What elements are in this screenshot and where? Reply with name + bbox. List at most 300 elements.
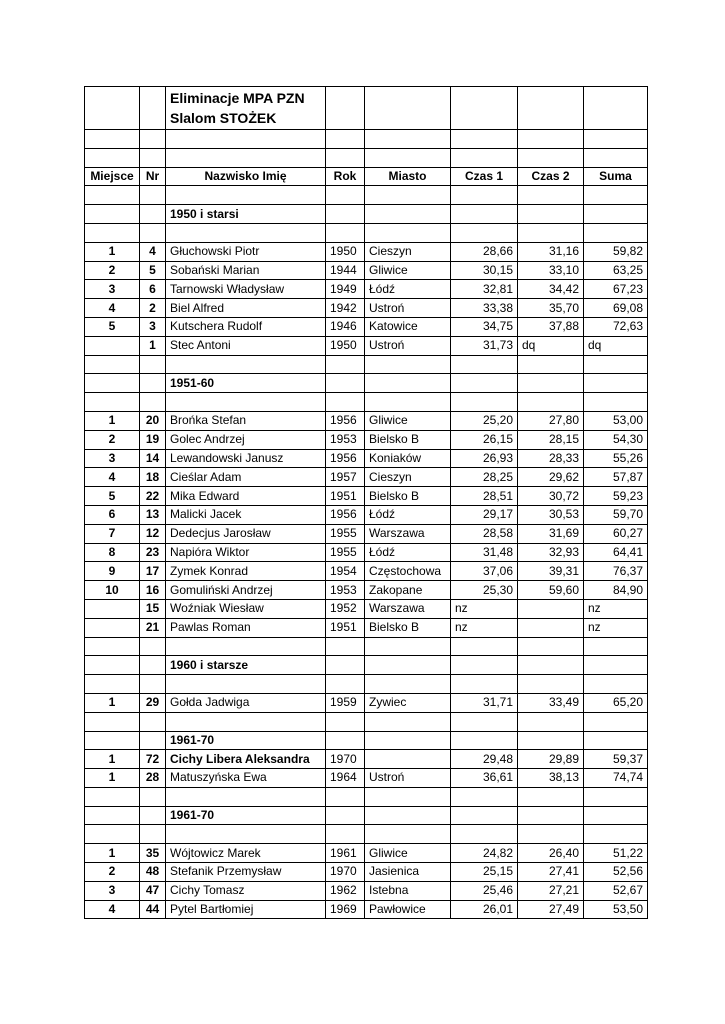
cell-nazwisko: Sobański Marian bbox=[166, 261, 326, 280]
cell-suma: 59,23 bbox=[584, 487, 648, 506]
table-row bbox=[85, 524, 648, 543]
cell-czas1: 32,81 bbox=[451, 280, 518, 299]
empty-cell bbox=[451, 87, 518, 130]
cell-miasto: Bielsko B bbox=[365, 430, 451, 449]
cell-nazwisko: Kutschera Rudolf bbox=[166, 317, 326, 336]
cell-czas2: 26,40 bbox=[518, 844, 584, 863]
cell-miejsce: 1 bbox=[85, 844, 140, 863]
empty-cell bbox=[365, 87, 451, 130]
cell-miasto: Łódź bbox=[365, 543, 451, 562]
cell-nazwisko: Dedecjus Jarosław bbox=[166, 524, 326, 543]
cell-nr: 6 bbox=[140, 280, 166, 299]
cell-nr: 3 bbox=[140, 317, 166, 336]
cell-miasto: Istebna bbox=[365, 881, 451, 900]
cell-miejsce bbox=[85, 336, 140, 355]
empty-cell bbox=[140, 656, 166, 675]
cell-nazwisko: Wójtowicz Marek bbox=[166, 844, 326, 863]
cell-miasto: Gliwice bbox=[365, 411, 451, 430]
cell-czas2: 27,21 bbox=[518, 881, 584, 900]
table-row bbox=[85, 750, 648, 769]
empty-cell bbox=[166, 223, 326, 242]
empty-cell bbox=[365, 712, 451, 731]
cell-czas1: 25,15 bbox=[451, 863, 518, 882]
empty-cell bbox=[518, 355, 584, 374]
empty-cell bbox=[584, 675, 648, 694]
cell-nr: 47 bbox=[140, 881, 166, 900]
cell-nazwisko: Brońka Stefan bbox=[166, 411, 326, 430]
empty-cell bbox=[451, 637, 518, 656]
empty-cell bbox=[584, 374, 648, 393]
header-czas1: Czas 1 bbox=[451, 167, 518, 186]
cell-suma: 55,26 bbox=[584, 449, 648, 468]
empty-cell bbox=[140, 712, 166, 731]
cell-czas1: 26,15 bbox=[451, 430, 518, 449]
empty-cell bbox=[140, 374, 166, 393]
category-row bbox=[85, 806, 648, 825]
cell-czas2: 31,69 bbox=[518, 524, 584, 543]
cell-miejsce: 2 bbox=[85, 430, 140, 449]
cell-miejsce: 6 bbox=[85, 505, 140, 524]
empty-cell bbox=[85, 806, 140, 825]
cell-miejsce: 4 bbox=[85, 900, 140, 919]
cell-suma: 67,23 bbox=[584, 280, 648, 299]
title-line-2: Slalom STOŻEK bbox=[170, 110, 277, 126]
cell-czas2: 30,53 bbox=[518, 505, 584, 524]
cell-rok: 1964 bbox=[326, 769, 365, 788]
empty-cell bbox=[140, 186, 166, 205]
empty-cell bbox=[140, 675, 166, 694]
cell-nazwisko: Głuchowski Piotr bbox=[166, 242, 326, 261]
table-row bbox=[85, 299, 648, 318]
cell-miasto: Koniaków bbox=[365, 449, 451, 468]
cell-czas1: 24,82 bbox=[451, 844, 518, 863]
cell-czas2: 28,33 bbox=[518, 449, 584, 468]
cell-czas2: 27,80 bbox=[518, 411, 584, 430]
cell-nr: 14 bbox=[140, 449, 166, 468]
empty-cell bbox=[365, 205, 451, 224]
cell-suma: nz bbox=[584, 599, 648, 618]
cell-rok: 1946 bbox=[326, 317, 365, 336]
results-sheet bbox=[84, 86, 648, 919]
header-miasto: Miasto bbox=[365, 167, 451, 186]
cell-nazwisko: Malicki Jacek bbox=[166, 505, 326, 524]
cell-rok: 1962 bbox=[326, 881, 365, 900]
cell-miasto: Zywiec bbox=[365, 693, 451, 712]
empty-cell bbox=[584, 393, 648, 412]
empty-cell bbox=[584, 355, 648, 374]
cell-nazwisko: Biel Alfred bbox=[166, 299, 326, 318]
empty-cell bbox=[518, 205, 584, 224]
cell-czas1: 33,38 bbox=[451, 299, 518, 318]
empty-cell bbox=[140, 825, 166, 844]
cell-czas1: 34,75 bbox=[451, 317, 518, 336]
cell-czas2: 27,41 bbox=[518, 863, 584, 882]
category-label: 1961-70 bbox=[166, 806, 326, 825]
cell-miejsce: 2 bbox=[85, 261, 140, 280]
table-row bbox=[85, 881, 648, 900]
category-label: 1951-60 bbox=[166, 374, 326, 393]
cell-rok: 1970 bbox=[326, 750, 365, 769]
cell-nr: 44 bbox=[140, 900, 166, 919]
category-row bbox=[85, 731, 648, 750]
cell-nr: 35 bbox=[140, 844, 166, 863]
cell-nazwisko: Gołda Jadwiga bbox=[166, 693, 326, 712]
cell-czas2 bbox=[518, 599, 584, 618]
cell-nazwisko: Gomuliński Andrzej bbox=[166, 581, 326, 600]
cell-suma: 59,37 bbox=[584, 750, 648, 769]
cell-miejsce: 3 bbox=[85, 449, 140, 468]
cell-nr: 12 bbox=[140, 524, 166, 543]
cell-nr: 72 bbox=[140, 750, 166, 769]
empty-cell bbox=[326, 186, 365, 205]
table-row bbox=[85, 411, 648, 430]
empty-cell bbox=[140, 355, 166, 374]
spacer-row bbox=[85, 787, 648, 806]
cell-suma: 52,56 bbox=[584, 863, 648, 882]
cell-nazwisko: Matuszyńska Ewa bbox=[166, 769, 326, 788]
cell-miejsce: 1 bbox=[85, 242, 140, 261]
cell-czas2: 31,16 bbox=[518, 242, 584, 261]
empty-cell bbox=[584, 806, 648, 825]
cell-czas1: 28,51 bbox=[451, 487, 518, 506]
empty-cell bbox=[584, 656, 648, 675]
cell-rok: 1950 bbox=[326, 336, 365, 355]
cell-miejsce: 1 bbox=[85, 769, 140, 788]
cell-nr: 20 bbox=[140, 411, 166, 430]
cell-suma: 53,00 bbox=[584, 411, 648, 430]
cell-miejsce bbox=[85, 599, 140, 618]
cell-czas2: 33,49 bbox=[518, 693, 584, 712]
cell-rok: 1942 bbox=[326, 299, 365, 318]
cell-miasto: Katowice bbox=[365, 317, 451, 336]
cell-nazwisko: Zymek Konrad bbox=[166, 562, 326, 581]
spacer-row bbox=[85, 712, 648, 731]
empty-cell bbox=[326, 656, 365, 675]
empty-cell bbox=[584, 825, 648, 844]
empty-cell bbox=[365, 656, 451, 675]
cell-miejsce: 3 bbox=[85, 881, 140, 900]
cell-suma: dq bbox=[584, 336, 648, 355]
empty-cell bbox=[518, 87, 584, 130]
empty-cell bbox=[85, 656, 140, 675]
empty-cell bbox=[518, 825, 584, 844]
cell-czas1: 31,71 bbox=[451, 693, 518, 712]
cell-suma: 64,41 bbox=[584, 543, 648, 562]
empty-cell bbox=[326, 787, 365, 806]
cell-czas2: 32,93 bbox=[518, 543, 584, 562]
cell-czas2: 38,13 bbox=[518, 769, 584, 788]
empty-cell bbox=[85, 87, 140, 130]
empty-cell bbox=[365, 731, 451, 750]
cell-czas1: 37,06 bbox=[451, 562, 518, 581]
table-row bbox=[85, 599, 648, 618]
empty-cell bbox=[166, 712, 326, 731]
empty-cell bbox=[140, 87, 166, 130]
cell-nazwisko: Napióra Wiktor bbox=[166, 543, 326, 562]
cell-suma: 59,82 bbox=[584, 242, 648, 261]
empty-cell bbox=[140, 787, 166, 806]
empty-cell bbox=[140, 393, 166, 412]
competition-title bbox=[166, 87, 326, 130]
cell-rok: 1959 bbox=[326, 693, 365, 712]
table-row bbox=[85, 468, 648, 487]
empty-cell bbox=[166, 675, 326, 694]
cell-nazwisko: Cieślar Adam bbox=[166, 468, 326, 487]
cell-czas2: 59,60 bbox=[518, 581, 584, 600]
cell-miejsce: 1 bbox=[85, 411, 140, 430]
cell-miasto: Ustroń bbox=[365, 336, 451, 355]
cell-nr: 5 bbox=[140, 261, 166, 280]
cell-rok: 1961 bbox=[326, 844, 365, 863]
cell-nr: 21 bbox=[140, 618, 166, 637]
empty-cell bbox=[451, 393, 518, 412]
cell-czas2: 33,10 bbox=[518, 261, 584, 280]
cell-rok: 1957 bbox=[326, 468, 365, 487]
cell-nazwisko: Stefanik Przemysław bbox=[166, 863, 326, 882]
cell-czas1: nz bbox=[451, 599, 518, 618]
header-miejsce: Miejsce bbox=[85, 167, 140, 186]
empty-cell bbox=[326, 675, 365, 694]
cell-nazwisko: Pytel Bartłomiej bbox=[166, 900, 326, 919]
cell-nazwisko: Cichy Tomasz bbox=[166, 881, 326, 900]
cell-czas2: 29,89 bbox=[518, 750, 584, 769]
empty-cell bbox=[365, 637, 451, 656]
cell-miasto: Cieszyn bbox=[365, 468, 451, 487]
cell-miejsce: 4 bbox=[85, 299, 140, 318]
spacer-row bbox=[85, 130, 648, 149]
cell-nr: 28 bbox=[140, 769, 166, 788]
empty-cell bbox=[518, 656, 584, 675]
cell-rok: 1951 bbox=[326, 618, 365, 637]
cell-nr: 1 bbox=[140, 336, 166, 355]
cell-suma: 52,67 bbox=[584, 881, 648, 900]
header-suma: Suma bbox=[584, 167, 648, 186]
cell-czas1: 26,01 bbox=[451, 900, 518, 919]
empty-cell bbox=[451, 374, 518, 393]
cell-rok: 1954 bbox=[326, 562, 365, 581]
header-rok: Rok bbox=[326, 167, 365, 186]
cell-rok: 1970 bbox=[326, 863, 365, 882]
spacer-row bbox=[85, 393, 648, 412]
empty-cell bbox=[365, 675, 451, 694]
cell-rok: 1950 bbox=[326, 242, 365, 261]
cell-miasto bbox=[365, 750, 451, 769]
spacer-row bbox=[85, 186, 648, 205]
empty-cell bbox=[140, 731, 166, 750]
empty-cell bbox=[326, 374, 365, 393]
spacer-row bbox=[85, 637, 648, 656]
category-row bbox=[85, 374, 648, 393]
empty-cell bbox=[85, 637, 140, 656]
empty-cell bbox=[584, 731, 648, 750]
empty-cell bbox=[451, 825, 518, 844]
empty-cell bbox=[85, 186, 140, 205]
cell-rok: 1956 bbox=[326, 505, 365, 524]
empty-cell bbox=[451, 712, 518, 731]
cell-czas1: 31,73 bbox=[451, 336, 518, 355]
empty-cell bbox=[85, 825, 140, 844]
cell-nazwisko: Woźniak Wiesław bbox=[166, 599, 326, 618]
cell-rok: 1949 bbox=[326, 280, 365, 299]
empty-cell bbox=[518, 712, 584, 731]
empty-cell bbox=[451, 186, 518, 205]
cell-nr: 15 bbox=[140, 599, 166, 618]
cell-rok: 1955 bbox=[326, 543, 365, 562]
cell-czas1: 29,17 bbox=[451, 505, 518, 524]
table-row bbox=[85, 863, 648, 882]
empty-cell bbox=[518, 637, 584, 656]
category-row bbox=[85, 205, 648, 224]
spacer-row bbox=[85, 825, 648, 844]
empty-cell bbox=[166, 825, 326, 844]
empty-cell bbox=[365, 393, 451, 412]
cell-nazwisko: Golec Andrzej bbox=[166, 430, 326, 449]
empty-cell bbox=[451, 787, 518, 806]
cell-rok: 1944 bbox=[326, 261, 365, 280]
empty-cell bbox=[584, 223, 648, 242]
cell-suma: 54,30 bbox=[584, 430, 648, 449]
cell-miejsce: 7 bbox=[85, 524, 140, 543]
table-row bbox=[85, 581, 648, 600]
cell-czas2: 37,88 bbox=[518, 317, 584, 336]
cell-nr: 29 bbox=[140, 693, 166, 712]
category-label: 1960 i starsze bbox=[166, 656, 326, 675]
cell-suma: 57,87 bbox=[584, 468, 648, 487]
table-row bbox=[85, 261, 648, 280]
table-row bbox=[85, 317, 648, 336]
cell-rok: 1956 bbox=[326, 411, 365, 430]
cell-miasto: Cieszyn bbox=[365, 242, 451, 261]
cell-rok: 1969 bbox=[326, 900, 365, 919]
empty-cell bbox=[85, 205, 140, 224]
cell-miejsce: 3 bbox=[85, 280, 140, 299]
table-row bbox=[85, 449, 648, 468]
empty-cell bbox=[451, 731, 518, 750]
title-line-1: Eliminacje MPA PZN bbox=[170, 90, 305, 106]
empty-cell bbox=[518, 731, 584, 750]
empty-cell bbox=[584, 205, 648, 224]
empty-cell bbox=[326, 637, 365, 656]
table-row bbox=[85, 844, 648, 863]
cell-miasto: Warszawa bbox=[365, 599, 451, 618]
cell-nazwisko: Mika Edward bbox=[166, 487, 326, 506]
empty-cell bbox=[85, 675, 140, 694]
empty-cell bbox=[451, 656, 518, 675]
cell-nr: 17 bbox=[140, 562, 166, 581]
cell-czas2: dq bbox=[518, 336, 584, 355]
header-nazwisko: Nazwisko Imię bbox=[166, 167, 326, 186]
cell-miasto: Ustroń bbox=[365, 299, 451, 318]
cell-czas1: 25,20 bbox=[451, 411, 518, 430]
empty-cell bbox=[518, 787, 584, 806]
empty-cell bbox=[584, 87, 648, 130]
cell-miasto: Jasienica bbox=[365, 863, 451, 882]
empty-cell bbox=[365, 355, 451, 374]
table-row bbox=[85, 693, 648, 712]
cell-rok: 1953 bbox=[326, 581, 365, 600]
cell-nr: 19 bbox=[140, 430, 166, 449]
empty-cell bbox=[365, 186, 451, 205]
empty-cell bbox=[166, 355, 326, 374]
empty-cell bbox=[326, 393, 365, 412]
empty-cell bbox=[451, 223, 518, 242]
empty-cell bbox=[326, 731, 365, 750]
cell-nr: 22 bbox=[140, 487, 166, 506]
table-row bbox=[85, 430, 648, 449]
cell-suma: 76,37 bbox=[584, 562, 648, 581]
empty-cell bbox=[166, 393, 326, 412]
empty-cell bbox=[518, 223, 584, 242]
cell-suma: 74,74 bbox=[584, 769, 648, 788]
cell-miejsce: 9 bbox=[85, 562, 140, 581]
cell-miejsce: 5 bbox=[85, 317, 140, 336]
empty-cell bbox=[166, 186, 326, 205]
cell-czas2: 35,70 bbox=[518, 299, 584, 318]
empty-cell bbox=[326, 712, 365, 731]
spacer-row bbox=[85, 355, 648, 374]
cell-czas1: 31,48 bbox=[451, 543, 518, 562]
cell-czas2: 39,31 bbox=[518, 562, 584, 581]
cell-nr: 4 bbox=[140, 242, 166, 261]
table-row bbox=[85, 505, 648, 524]
cell-suma: 84,90 bbox=[584, 581, 648, 600]
cell-miejsce: 1 bbox=[85, 693, 140, 712]
header-czas2: Czas 2 bbox=[518, 167, 584, 186]
results-table bbox=[84, 86, 648, 919]
cell-suma: 51,22 bbox=[584, 844, 648, 863]
header-row bbox=[85, 167, 648, 186]
cell-rok: 1953 bbox=[326, 430, 365, 449]
empty-cell bbox=[584, 712, 648, 731]
category-label: 1961-70 bbox=[166, 731, 326, 750]
cell-czas1: 28,66 bbox=[451, 242, 518, 261]
cell-nazwisko: Pawlas Roman bbox=[166, 618, 326, 637]
cell-czas1: 26,93 bbox=[451, 449, 518, 468]
cell-czas1: 36,61 bbox=[451, 769, 518, 788]
header-nr: Nr bbox=[140, 167, 166, 186]
empty-cell bbox=[365, 787, 451, 806]
empty-cell bbox=[326, 825, 365, 844]
table-row bbox=[85, 618, 648, 637]
empty-cell bbox=[85, 712, 140, 731]
cell-czas2: 34,42 bbox=[518, 280, 584, 299]
empty-cell bbox=[140, 637, 166, 656]
empty-cell bbox=[166, 787, 326, 806]
cell-miejsce: 10 bbox=[85, 581, 140, 600]
cell-miejsce: 8 bbox=[85, 543, 140, 562]
cell-suma: 72,63 bbox=[584, 317, 648, 336]
empty-cell bbox=[365, 825, 451, 844]
cell-miasto: Pawłowice bbox=[365, 900, 451, 919]
empty-cell bbox=[85, 355, 140, 374]
cell-rok: 1952 bbox=[326, 599, 365, 618]
table-row bbox=[85, 280, 648, 299]
cell-miasto: Bielsko B bbox=[365, 487, 451, 506]
empty-cell bbox=[326, 223, 365, 242]
cell-nr: 2 bbox=[140, 299, 166, 318]
category-label: 1950 i starsi bbox=[166, 205, 326, 224]
spacer-row bbox=[85, 675, 648, 694]
empty-cell bbox=[326, 806, 365, 825]
cell-czas1: 30,15 bbox=[451, 261, 518, 280]
cell-miasto: Gliwice bbox=[365, 844, 451, 863]
cell-czas2: 27,49 bbox=[518, 900, 584, 919]
empty-cell bbox=[326, 87, 365, 130]
empty-cell bbox=[365, 806, 451, 825]
cell-suma: 53,50 bbox=[584, 900, 648, 919]
cell-suma: 63,25 bbox=[584, 261, 648, 280]
cell-nazwisko: Lewandowski Janusz bbox=[166, 449, 326, 468]
